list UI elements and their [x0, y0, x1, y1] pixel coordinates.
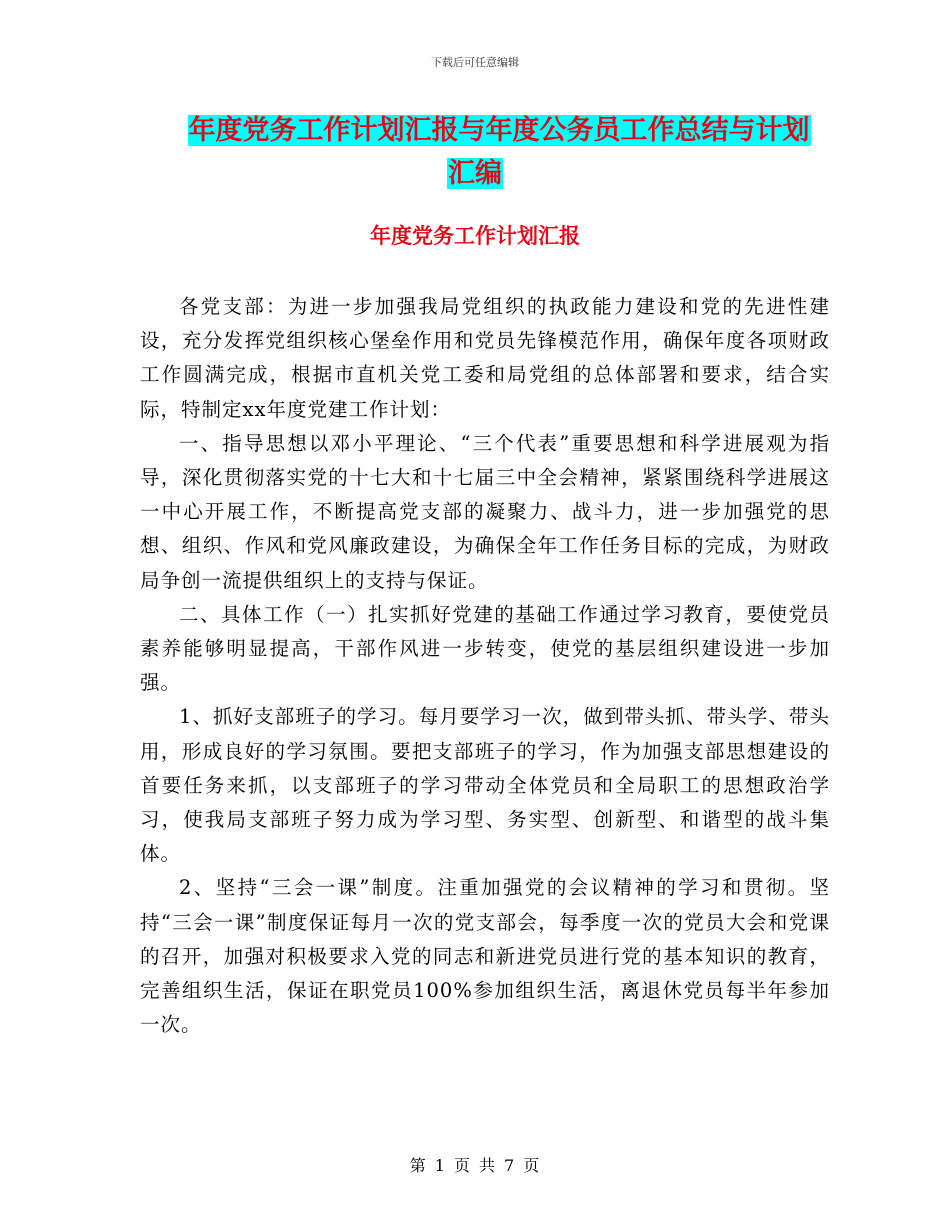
section-title: 年度党务工作计划汇报	[370, 224, 580, 248]
header-note: 下载后可任意编辑	[431, 56, 519, 69]
footer-suffix: 页	[523, 1156, 541, 1175]
document-title-text-1: 年度党务工作计划汇报与年度公务员工作总结与计划	[188, 115, 810, 146]
paragraph-item-1: 1、抓好支部班子的学习。每月要学习一次，做到带头抓、带头学、带头用，形成良好的学习氛围。要把支部班子的学习，作为加强支部思想建设的首要任务来抓，以支部班子的学习带动全体党员和全局职工的思想政治学习，使我局支部班子努力成为学习型、务实型、创新型、和谐型的战斗集体。	[140, 705, 830, 866]
footer-prefix: 第	[409, 1156, 427, 1175]
paragraph-specific-work: 二、具体工作（一）扎实抓好党建的基础工作通过学习教育，要使党员素养能够明显提高，干部作风进一步转变，使党的基层组织建设进一步加强。	[140, 602, 830, 695]
document-title-line-2	[0, 155, 950, 193]
footer-page-number: 1	[434, 1156, 446, 1175]
document-title-text-2: 汇编	[448, 158, 502, 189]
page-footer	[0, 1153, 950, 1176]
paragraph-item-2: 2、坚持“三会一课”制度。注重加强党的会议精神的学习和贯彻。坚持“三会一课”制度保证每月一次的党支部会，每季度一次的党员大会和党课的召开，加强对积极要求入党的同志和新进党员进行党的基本知识的教育，完善组织生活，保证在职党员100%参加组织生活，离退休党员每半年参加一次。	[140, 876, 830, 1037]
paragraph-guiding-thought: 一、指导思想以邓小平理论、“三个代表”重要思想和科学进展观为指导，深化贯彻落实党的十七大和十七届三中全会精神，紧紧围绕科学进展这一中心开展工作，不断提高党支部的凝聚力、战斗力，进一步加强党的思想、组织、作风和党风廉政建设，为确保全年工作任务目标的完成，为财政局争创一流提供组织上的支持与保证。	[140, 431, 830, 592]
footer-total-pages: 7	[504, 1156, 516, 1175]
footer-middle-1: 页	[453, 1156, 471, 1175]
document-body	[140, 290, 830, 1042]
footer-middle-2: 共	[479, 1156, 497, 1175]
paragraph-intro: 各党支部：为进一步加强我局党组织的执政能力建设和党的先进性建设，充分发挥党组织核心堡垒作用和党员先锋模范作用，确保年度各项财政工作圆满完成，根据市直机关党工委和局党组的总体部署和要求，结合实际，特制定xx年度党建工作计划：	[140, 295, 830, 421]
document-title-line-1	[24, 112, 950, 150]
